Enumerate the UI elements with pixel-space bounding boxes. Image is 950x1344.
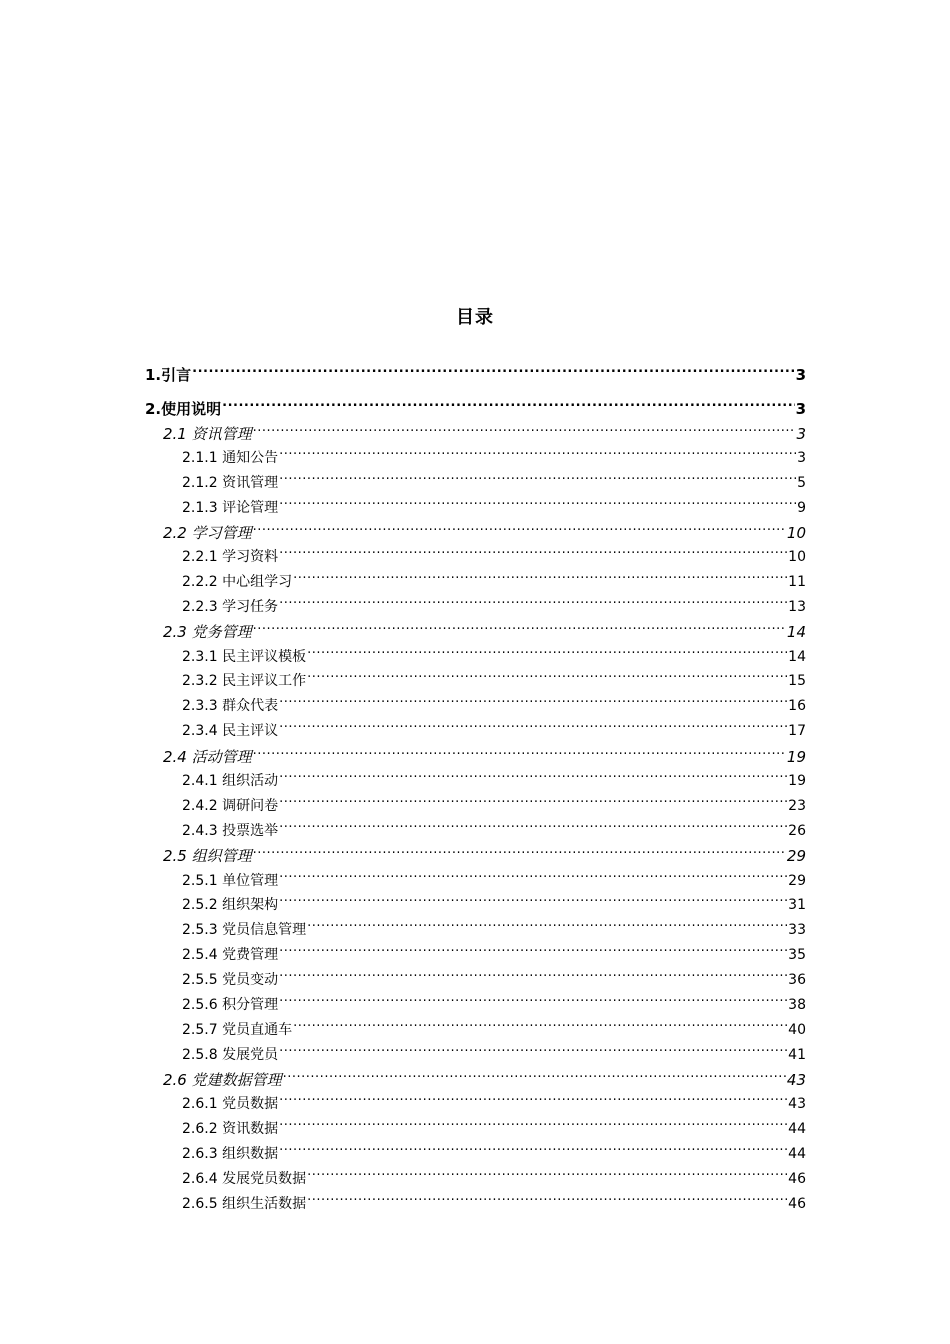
toc-title: 目录 [456, 307, 494, 328]
toc-entry-page-number: 19 [788, 773, 806, 789]
toc-subsection-entry[interactable] [182, 919, 806, 941]
dot-leader [279, 1094, 787, 1108]
dot-leader [279, 696, 787, 710]
dot-leader [293, 572, 787, 586]
toc-subsection-entry[interactable] [182, 596, 806, 618]
toc-subsection-entry[interactable] [182, 795, 806, 817]
toc-entry-label: 2.6.1 党员数据 [182, 1096, 279, 1112]
toc-subsection-entry[interactable] [182, 969, 806, 991]
toc-entry-page-number: 33 [788, 922, 806, 938]
dot-leader [279, 895, 787, 909]
toc-entry-page-number: 16 [788, 698, 806, 714]
toc-entry-page-number: 36 [788, 972, 806, 988]
toc-entry-label: 2.6.2 资讯数据 [182, 1121, 279, 1137]
dot-leader [279, 473, 796, 487]
dot-leader [279, 945, 787, 959]
dot-leader [279, 448, 796, 462]
toc-section-entry[interactable] [163, 522, 806, 544]
toc-entry-label: 2.3.1 民主评议模板 [182, 649, 307, 665]
dot-leader [307, 1169, 787, 1183]
toc-entry-label: 2.4.2 调研问卷 [182, 798, 279, 814]
dot-leader [279, 1144, 787, 1158]
toc-entry-label: 2.6.5 组织生活数据 [182, 1196, 307, 1212]
dot-leader [307, 671, 787, 685]
toc-subsection-entry[interactable] [182, 1168, 806, 1190]
toc-entry-page-number: 3 [795, 366, 806, 384]
toc-section-entry[interactable] [163, 1069, 806, 1091]
toc-subsection-entry[interactable] [182, 695, 806, 717]
toc-section-entry[interactable] [163, 621, 806, 643]
dot-leader [253, 846, 786, 861]
toc-chapter-entry[interactable] [145, 364, 806, 386]
toc-entry-label: 2.使用说明 [145, 400, 222, 418]
toc-entry-page-number: 3 [797, 450, 806, 466]
toc-subsection-entry[interactable] [182, 720, 806, 742]
toc-subsection-entry[interactable] [182, 1143, 806, 1165]
dot-leader [307, 920, 787, 934]
toc-entry-label: 2.5.8 发展党员 [182, 1047, 279, 1063]
toc-entry-label: 2.3.3 群众代表 [182, 698, 279, 714]
toc-subsection-entry[interactable] [182, 820, 806, 842]
toc-entry-page-number: 43 [786, 1071, 806, 1089]
dot-leader [307, 1194, 787, 1208]
toc-subsection-entry[interactable] [182, 571, 806, 593]
dot-leader [279, 771, 787, 785]
toc-entry-label: 2.4.3 投票选举 [182, 823, 279, 839]
toc-entry-label: 2.1.3 评论管理 [182, 500, 279, 516]
toc-entry-label: 2.5 组织管理 [163, 847, 252, 865]
toc-entry-page-number: 44 [788, 1146, 806, 1162]
toc-subsection-entry[interactable] [182, 944, 806, 966]
toc-entry-page-number: 41 [788, 1047, 806, 1063]
toc-entry-label: 2.2.3 学习任务 [182, 599, 279, 615]
toc-entry-label: 2.1 资讯管理 [163, 425, 252, 443]
toc-entry-page-number: 17 [788, 723, 806, 739]
toc-entry-page-number: 11 [788, 574, 806, 590]
toc-entry-label: 2.6 党建数据管理 [163, 1071, 282, 1089]
toc-entry-page-number: 19 [786, 748, 806, 766]
dot-leader [253, 523, 786, 538]
dot-leader [279, 498, 796, 512]
toc-subsection-entry[interactable] [182, 1019, 806, 1041]
dot-leader [279, 821, 787, 835]
toc-subsection-entry[interactable] [182, 1093, 806, 1115]
toc-entry-label: 1.引言 [145, 366, 192, 384]
toc-entry-label: 2.5.2 组织架构 [182, 897, 279, 913]
toc-entry-label: 2.5.6 积分管理 [182, 997, 279, 1013]
dot-leader [253, 622, 786, 637]
toc-entry-label: 2.2 学习管理 [163, 524, 252, 542]
toc-entry-page-number: 14 [786, 623, 806, 641]
toc-section-entry[interactable] [163, 423, 806, 445]
toc-entry-page-number: 23 [788, 798, 806, 814]
toc-subsection-entry[interactable] [182, 870, 806, 892]
toc-subsection-entry[interactable] [182, 994, 806, 1016]
toc-subsection-entry[interactable] [182, 1118, 806, 1140]
toc-entry-label: 2.6.3 组织数据 [182, 1146, 279, 1162]
toc-entry-page-number: 13 [788, 599, 806, 615]
toc-chapter-entry[interactable] [145, 398, 806, 420]
toc-subsection-entry[interactable] [182, 894, 806, 916]
dot-leader [307, 647, 787, 661]
toc-entry-label: 2.5.4 党费管理 [182, 947, 279, 963]
toc-entry-page-number: 9 [797, 500, 806, 516]
dot-leader [279, 970, 787, 984]
dot-leader [253, 424, 796, 439]
toc-entry-label: 2.3.2 民主评议工作 [182, 673, 307, 689]
toc-subsection-entry[interactable] [182, 770, 806, 792]
toc-entry-page-number: 31 [788, 897, 806, 913]
toc-entry-page-number: 3 [796, 425, 806, 443]
toc-entry-label: 2.5.7 党员直通车 [182, 1022, 293, 1038]
toc-entry-page-number: 10 [786, 524, 806, 542]
toc-subsection-entry[interactable] [182, 546, 806, 568]
toc-entry-label: 2.6.4 发展党员数据 [182, 1171, 307, 1187]
dot-leader [222, 399, 794, 414]
toc-subsection-entry[interactable] [182, 1044, 806, 1066]
dot-leader [253, 747, 786, 762]
toc-entry-label: 2.1.1 通知公告 [182, 450, 279, 466]
dot-leader [293, 1020, 787, 1034]
toc-entry-label: 2.5.1 单位管理 [182, 873, 279, 889]
dot-leader [279, 995, 787, 1009]
toc-section-entry[interactable] [163, 845, 806, 867]
toc-entry-label: 2.5.3 党员信息管理 [182, 922, 307, 938]
dot-leader [283, 1070, 786, 1085]
toc-entry-page-number: 46 [788, 1171, 806, 1187]
toc-entry-page-number: 14 [788, 649, 806, 665]
toc-entry-page-number: 40 [788, 1022, 806, 1038]
toc-entry-label: 2.5.5 党员变动 [182, 972, 279, 988]
toc-entry-label: 2.4.1 组织活动 [182, 773, 279, 789]
toc-entry-page-number: 38 [788, 997, 806, 1013]
toc-section-entry[interactable] [163, 746, 806, 768]
toc-entry-label: 2.3 党务管理 [163, 623, 252, 641]
toc-subsection-entry[interactable] [182, 447, 806, 469]
toc-entry-page-number: 46 [788, 1196, 806, 1212]
toc-subsection-entry[interactable] [182, 646, 806, 668]
toc-entry-page-number: 43 [788, 1096, 806, 1112]
toc-subsection-entry[interactable] [182, 472, 806, 494]
toc-entry-page-number: 5 [797, 475, 806, 491]
toc-entry-page-number: 15 [788, 673, 806, 689]
dot-leader [192, 365, 794, 380]
toc-entry-label: 2.1.2 资讯管理 [182, 475, 279, 491]
toc-subsection-entry[interactable] [182, 497, 806, 519]
toc-entry-label: 2.2.2 中心组学习 [182, 574, 293, 590]
toc-entry-page-number: 3 [795, 400, 806, 418]
toc-entry-page-number: 10 [788, 549, 806, 565]
toc-entry-page-number: 44 [788, 1121, 806, 1137]
toc-entry-page-number: 29 [786, 847, 806, 865]
dot-leader [279, 1119, 787, 1133]
dot-leader [279, 871, 787, 885]
toc-entry-page-number: 35 [788, 947, 806, 963]
toc-entry-page-number: 26 [788, 823, 806, 839]
toc-entry-label: 2.2.1 学习资料 [182, 549, 279, 565]
toc-entry-label: 2.3.4 民主评议 [182, 723, 279, 739]
dot-leader [279, 796, 787, 810]
dot-leader [279, 1045, 787, 1059]
dot-leader [279, 597, 787, 611]
dot-leader [279, 547, 787, 561]
toc-entry-label: 2.4 活动管理 [163, 748, 252, 766]
toc-entry-page-number: 29 [788, 873, 806, 889]
toc-subsection-entry[interactable] [182, 1193, 806, 1215]
toc-subsection-entry[interactable] [182, 670, 806, 692]
dot-leader [279, 721, 787, 735]
